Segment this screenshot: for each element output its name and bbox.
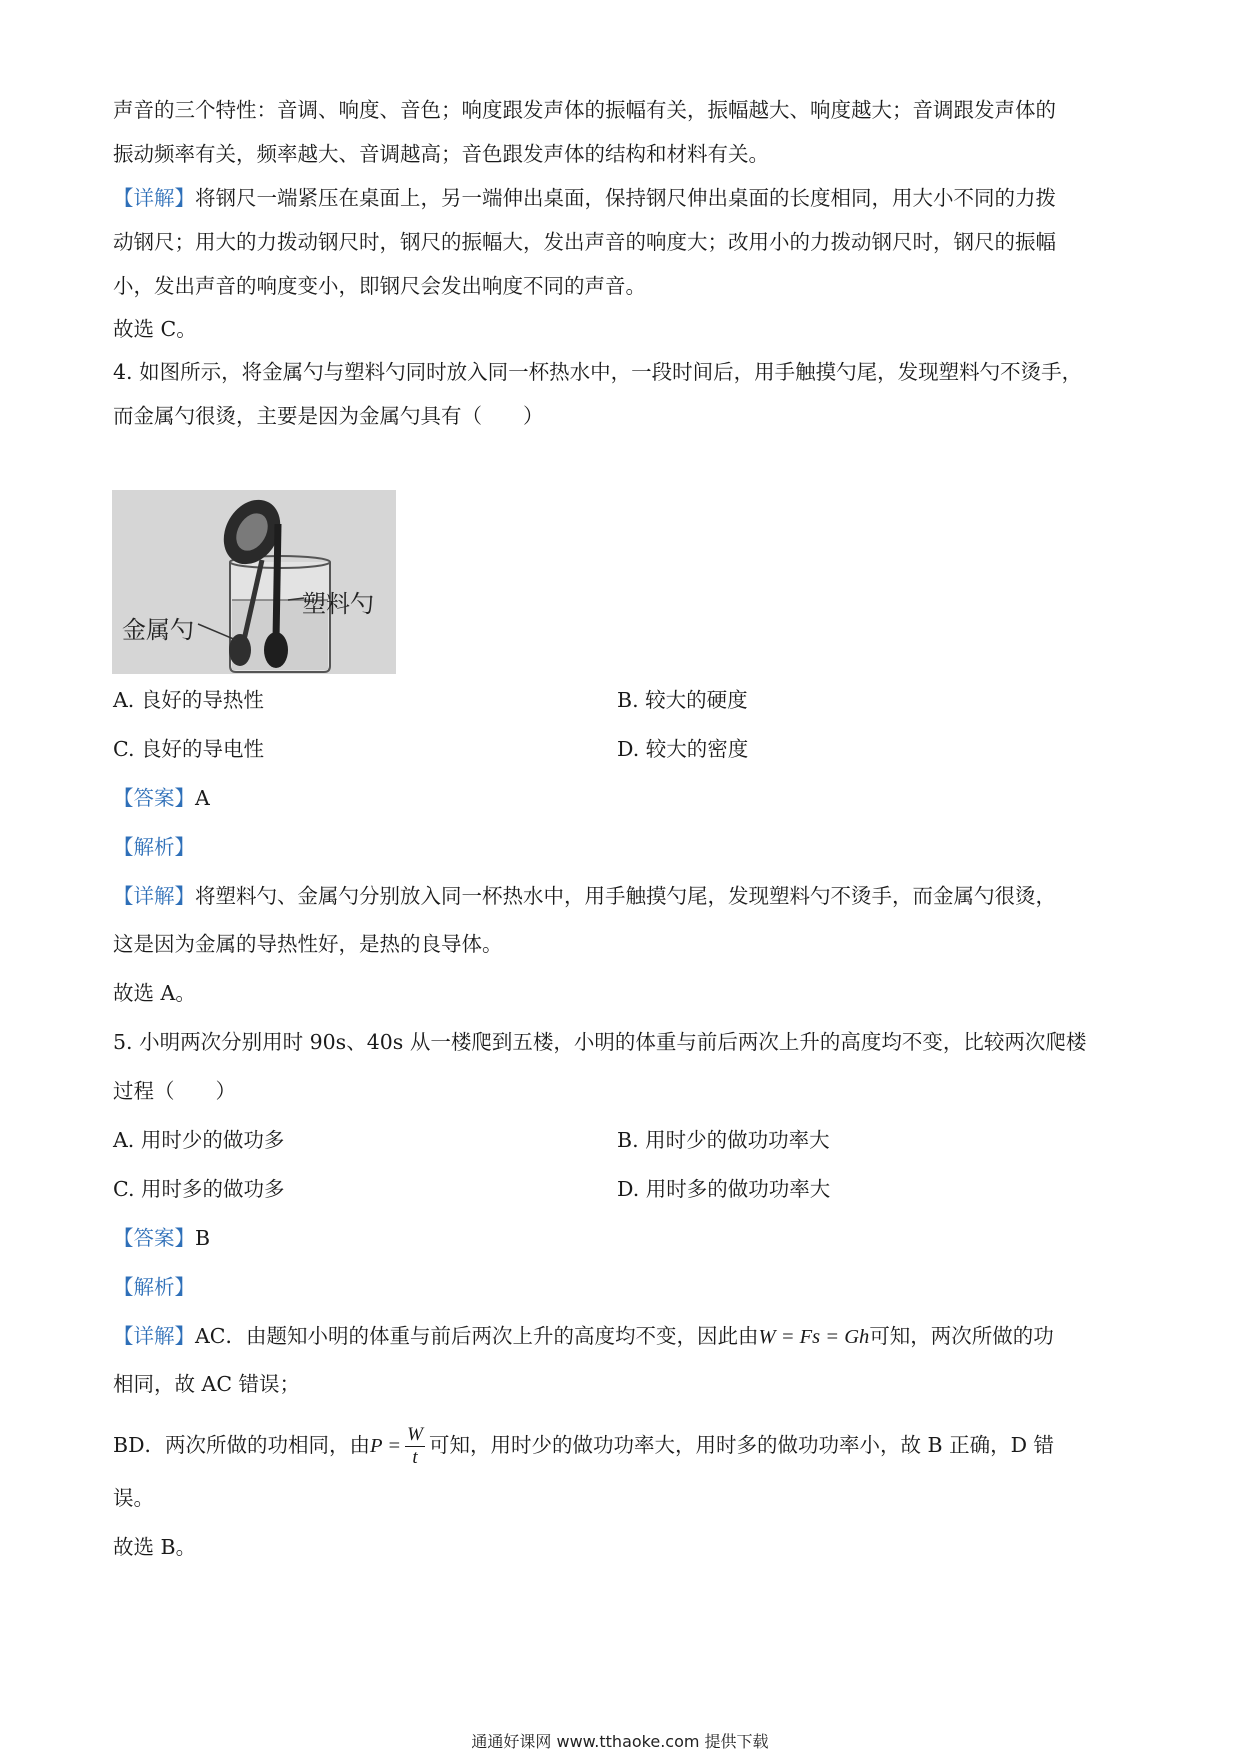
text-line: 动钢尺；用大的力拨动钢尺时，钢尺的振幅大，发出声音的响度大；改用小的力拨动钢尺时，钢尺的振幅 <box>113 230 1056 254</box>
detail-text: 将钢尺一端紧压在桌面上，另一端伸出桌面，保持钢尺伸出桌面的长度相同，用大小不同的力拨 <box>195 186 1056 210</box>
q4-option-b: B. 较大的硬度 <box>617 688 748 712</box>
detail-text: 将塑料勺、金属勺分别放入同一杯热水中，用手触摸勺尾，发现塑料勺不烫手，而金属勺很烫， <box>195 884 1056 908</box>
detail-tag: 【详解】 <box>113 186 195 210</box>
text-line: 小，发出声音的响度变小，即钢尺会发出响度不同的声音。 <box>113 274 646 298</box>
answer-value: B <box>195 1226 211 1250</box>
q5-detail-line2: 相同，故 AC 错误； <box>113 1372 301 1396</box>
answer-tag: 【答案】 <box>113 1226 195 1250</box>
detail-text: 可知，用时少的做功功率大，用时多的做功功率小，故 B 正确，D 错 <box>428 1433 1055 1457</box>
analysis-tag: 【解析】 <box>113 835 195 859</box>
formula-power-lhs: P = <box>370 1435 402 1457</box>
q5-detail-line3 <box>113 1420 1054 1471</box>
choose-line: 故选 C。 <box>113 317 197 341</box>
q5-stem-line2: 过程（ ） <box>113 1079 236 1103</box>
q5-option-c: C. 用时多的做功多 <box>113 1177 285 1201</box>
fraction-numerator: W <box>407 1424 423 1445</box>
q4-option-d: D. 较大的密度 <box>617 737 749 761</box>
detail-text: 可知，两次所做的功 <box>869 1324 1054 1348</box>
q4-option-c: C. 良好的导电性 <box>113 737 264 761</box>
page-footer: 通通好课网 www.tthaoke.com 提供下载 <box>471 1732 769 1751</box>
q5-option-d: D. 用时多的做功功率大 <box>617 1177 831 1201</box>
detail-tag: 【详解】 <box>113 1324 195 1348</box>
formula-power-fraction <box>405 1425 425 1468</box>
answer-tag: 【答案】 <box>113 786 195 810</box>
q4-analysis <box>113 833 195 861</box>
detail-text: AC．由题知小明的体重与前后两次上升的高度均不变，因此由 <box>195 1324 759 1348</box>
metal-spoon-label: 金属勺 <box>122 616 194 644</box>
text-line: 声音的三个特性：音调、响度、音色；响度跟发声体的振幅有关，振幅越大、响度越大；音调跟发声体的 <box>113 98 1056 122</box>
q5-analysis <box>113 1273 195 1301</box>
spoons-in-beaker-figure <box>112 490 396 674</box>
q5-stem-line1: 5. 小明两次分别用时 90s、40s 从一楼爬到五楼，小明的体重与前后两次上升的高度均不变，比较两次爬楼 <box>113 1030 1087 1054</box>
detail-tag: 【详解】 <box>113 884 195 908</box>
q5-detail-line4: 误。 <box>113 1486 154 1510</box>
formula-work: W = Fs = Gh <box>758 1326 870 1348</box>
analysis-tag: 【解析】 <box>113 1275 195 1299</box>
q5-option-b: B. 用时少的做功功率大 <box>617 1128 830 1152</box>
detail-line <box>113 184 1056 212</box>
q5-detail-line1 <box>113 1322 1054 1351</box>
text-line: 振动频率有关，频率越大、音调越高；音色跟发声体的结构和材料有关。 <box>113 142 769 166</box>
q4-answer <box>113 784 210 812</box>
q5-answer <box>113 1224 210 1252</box>
q4-stem-line1: 4. 如图所示，将金属勺与塑料勺同时放入同一杯热水中，一段时间后，用手触摸勺尾，发现塑料勺不烫手， <box>113 360 1083 384</box>
fraction-denominator: t <box>412 1447 418 1468</box>
q5-option-a: A. 用时少的做功多 <box>113 1128 285 1152</box>
plastic-spoon-label: 塑料勺 <box>302 590 374 618</box>
q5-choose: 故选 B。 <box>113 1535 197 1559</box>
spoons-illustration <box>112 490 396 674</box>
q4-option-a: A. 良好的导热性 <box>113 688 264 712</box>
answer-value: A <box>195 786 210 810</box>
q4-detail-line2: 这是因为金属的导热性好，是热的良导体。 <box>113 932 503 956</box>
detail-text: BD．两次所做的功相同，由 <box>113 1433 371 1457</box>
q4-choose: 故选 A。 <box>113 981 196 1005</box>
q4-detail-line1 <box>113 882 1056 910</box>
q4-stem-line2: 而金属勺很烫，主要是因为金属勺具有（ ） <box>113 404 544 428</box>
